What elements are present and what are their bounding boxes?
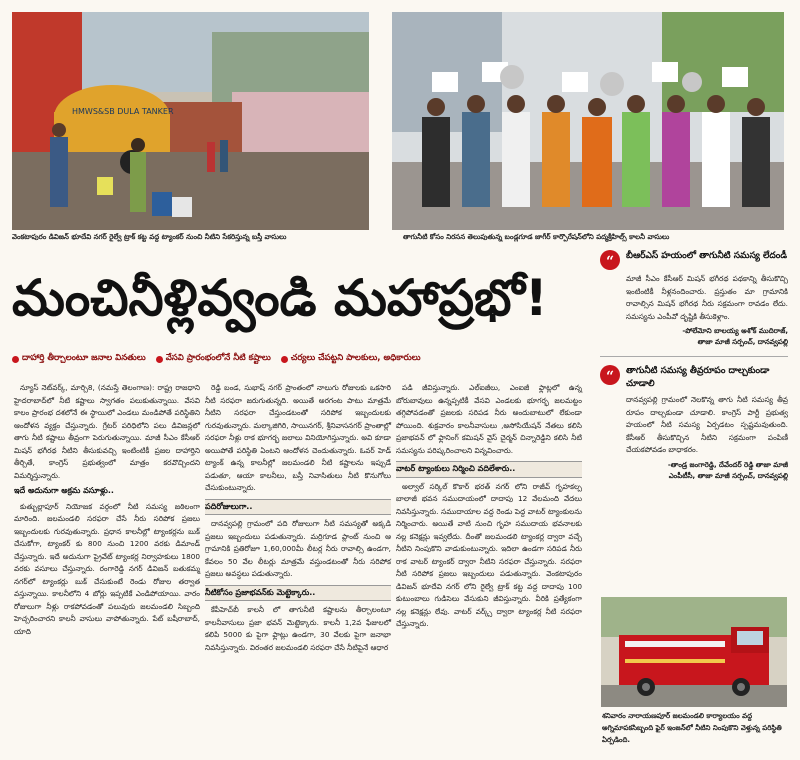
photo-protest-crowd [392,12,784,230]
quote-signature-name: -తాండ్ర జంగారెడ్డి, దేవేందర్ రెడ్డి తాజా మాజీ [667,460,788,469]
photo-caption-bottom: శనివారం నారాయణపూర్ జలమండలి కార్యాలయం వద్ద అగ్నిమాపకసిబ్బంది ఫైర్ ఇంజన్‌లో నీటిని నింపుకొని వెళ్తున్న పరిస్థితి ఏర్పడింది. [602,712,782,744]
strip-item-text: చర్యలు చేపట్టని పాలకులు, అధికారులు [290,353,421,363]
subheadline-strip [12,346,592,372]
quote-title: బీఆర్ఎస్ హయంలో తాగునీటి సమస్య లేదండీ [626,251,788,261]
paragraph: రెడ్డి బండ, సుభాష్ నగర్ ప్రాంతంలో నాలుగు రోజులకు ఒకసారి నీటి సరఫరా జరుగుతున్నది. అయితే అరగంట పాటు మాత్రమే నీటిని సరఫరా చేస్తుండటంతో సరిపోక ఇబ్బందులకు గురవుతున్నారు. మల్కాజిగిరి, సాయినగర్, శ్రీనివాసనగర్ ప్రాంతాల్లో సరఫరా నీళ్లు రాక భూగర్భ జలాలు వినియోగిస్తున్నారు. అవి కూడా అయిపోతే పరిస్థితి ఏంటని ఆందోళన చెందుతున్నారు. ఓవర్ హెడ్ ట్యాంక్ ఉన్న కాలనీల్లో జలమండలి నీటి కష్టాలను ఇప్పుడే పడుతూ, ఆయా కాలనీలు, బస్తీ నివాసితులు నీటి కొనుగోలు చేసుకుంటున్నారు. [205,383,391,492]
bullet-icon [281,356,288,363]
paragraph: దానవ్వపల్లి గ్రామంలో పది రోజులుగా నీటి సమస్యతో అక్కడి ప్రజలు ఇబ్బందులు పడుతున్నారు. మర్రిగూడ ప్లాంట్ నుంచి ఆ గ్రామానికి ప్రతిరోజూ 1,60,000మీ లీటర్ల నీరు రావాల్సి ఉండగా, కేవలం 50 వేల లీటర్లు మాత్రమే వస్తుండటంతో నీరు సరిపోక ప్రజలు అవస్థలు పడుతున్నారు. [205,519,391,578]
article-column-3 [396,382,582,634]
quote-signature-name: -పోలేమోని బాలయ్య అశోక్ ముదిరాజ్, [682,327,788,335]
paragraph: కేపీహెచ్‌బీ కాలనీ లో తాగునీటి కష్టాలను తీర్చాలంటూ కాలనీవాసులు ప్రజా భవన్ మెట్టెక్కారు. కాలనీ 1,2వ ఫేజులలో కలిపి 5000 కు పైగా ఫ్లాట్లు ఉండగా, 30 వేలకు పైగా జనాభా నివసిస్తున్నారు. విరంతర జలమండలి సరఫరా చేసే నీటిపైనే ఆధార [205,605,391,652]
quote-box [600,365,788,482]
headline: మంచినీళ్లివ్వండి మహాప్రభో! [12,269,548,327]
quote-icon: “ [600,365,620,385]
quote-signature-title: తాజా మాజీ సర్పంచ్, దానవ్వపల్లి [697,338,788,346]
photo-water-tanker-street [12,12,369,230]
sidebar-quotes [600,250,788,482]
tanker-label: HMWS&SB DULA TANKER [72,107,174,116]
quote-signature [600,326,788,348]
photo-fire-engine [601,597,787,707]
subheading: ఇదే అదునుగా అక్రమ వసూళ్లు.. [14,486,114,495]
paragraph: కుత్బుల్లాపూర్ నియోజక వర్గంలో నీటి సమస్య జఠిలంగా మారింది. జలమండలి సరఫరా చేసే నీరు సరిపోక ప్రజలు ఇబ్బందులకు గురవుతున్నారు. ప్రధాన కాలనీల్లో ట్యాంకర్లను బుక్ చేసుకోగా, ట్యాంకర్ కు 800 నుంచి 1200 వరకు డిమాండ్ చేస్తున్నారు. ఇదే అదునుగా ప్రైవేట్ ట్యాంకర్ల నిర్వాహకులు 1800 వరకు వసూలు చేస్తున్నారు. రంగారెడ్డి నగర్ డివిజన్ బతుకమ్మ నగర్‌లో ట్యాంకర్లు బుక్ చేసుకుంటే రెండు రోజుల తర్వాత వస్తున్నాయి. కాలనీలోని 4 బోర్లు ఇప్పటికే ఎండిపోయాయి. వారం రోజులుగా నీళ్లు రాకపోవడంతో పలువురు జలమండలి సిబ్బంది హెచ్చరించారని కాలనీ వాసులు వాపోతున్నారు. పేట్ బషీరాబాద్, యాది [14,501,200,636]
strip-item-text: దాహార్తి తీర్చాలంటూ జనాల వినతులు [22,353,146,363]
quote-body: దానవ్వపల్లి గ్రామంలో నెలకొన్న తాగు నీటి సమస్య తీవ్ర రూపం దాల్చకుండా చూడాలి. కాంగ్రెస్ పార్టీ ప్రభుత్వ హయంలో నీటి సమస్య ఏర్పడటం స్పష్టమవుతుంది. కేసీఆర్ తీసుకొచ్చిన నీటిని సక్రమంగా పంపిణీ చేయకపోవడం బాధాకరం. [626,395,788,454]
quote-icon: “ [600,250,620,270]
subheading: పదిరోజులుగా.. [205,499,391,516]
article-column-1 [14,382,200,641]
subheading: వాటర్ ట్యాంకులు నిర్మించి వదిలేశారు.. [396,461,582,478]
bullet-icon [156,356,163,363]
quote-signature [600,460,788,482]
strip-item [281,353,421,365]
divider [600,356,788,357]
photo-caption-right: తాగునీటి కోసం నిరసన తెలుపుతున్న బండ్లగూడ జాగీర్ కార్పొరేషన్‌లోని పద్మశ్రీహిల్స్ కాలనీ వాసులు [403,233,670,241]
quote-signature-title: ఎంపీటీసీ, తాజా మాజీ సర్పంచ్, దానవ్వపల్లి [668,471,788,480]
strip-item [12,353,146,365]
quote-box [600,250,788,348]
article-column-2 [205,382,391,657]
strip-item-text: వేసవి ప్రారంభంలోనే నీటి కష్టాలు [165,353,271,363]
subheading: నీటికోసం ప్రజాభవన్‌కు మెట్టెక్కారు.. [205,585,391,602]
quote-body: మాజీ సీఎం కేసీఆర్ మిషన్ భగీరథ పథకాన్ని తీసుకొచ్చి ఇంటింటికీ నీళ్లనందించారు. ప్రస్తుతం మా గ్రామానికి రావాల్సిన మిషన్ భగీరథ నీరు సక్రమంగా రావడం లేదు. సమస్యను ఎంపీవో దృష్టికి తీసుకెళ్లాం. [626,274,788,321]
quote-title: తాగునీటి సమస్య తీవ్రరూపం దాల్చకుండా చూడాలి [626,366,770,389]
strip-item [156,353,271,365]
bullet-icon [12,356,19,363]
paragraph: న్యూస్ నెట్‌వర్క్, మార్చి8, (నమస్తే తెలంగాణ): రాష్ట్ర రాజధాని హైదరాబాద్‌లో నీటి కష్టాలు స్వాగతం పలుకుతున్నాయి. వేసవి కాలం ప్రారంభ దశలోనే ఈ స్థాయిలో ఎండలు మండిపోతే పరిస్థితిని ఆందోళన వ్యక్తం చేస్తున్నారు. గ్రేటర్ పరిధిలోని పలు డివిజన్లలో తాగు నీటి కష్టాలు తీవ్రంగా పెరుగుతున్నాయి. మాజీ సీఎం కేసీఆర్ మిషన్ భగీరథ నీటిని తీసుకువచ్చి ఇంటింటికీ ప్రజల దాహార్తిని తీర్చితే, కాంగ్రెస్ ప్రభుత్వంలో మాత్రం కరవొచ్చిందని విమర్శిస్తున్నారు. [14,383,200,480]
photo-caption-left: వెంకటాపురం డివిజన్ భూదేవి నగర్ రైల్వే ట్రాక్ కట్ట వద్ద ట్యాంకర్ నుంచి నీటిని సేకరిస్తున్న బస్తీ వాసులు [12,233,287,241]
paragraph: పడి జీవిస్తున్నారు. ఎల్ఐజీలు, ఎంఐజీ ఫ్లాట్లలో ఉన్న బోరుబావులు ఉన్నప్పటికీ వేసవి ఎండలకు భూగర్భ జలమట్టం తగ్గిపోవడంతో ప్రజలకు సరిపడ నీరు అందుబాటులో లేకుండా పోయింది. శుక్రవారం కాలనీవాసులు ,అసోసియేషన్ నేతలు కలిసి ప్రజాభవన్ లో ఫ్లానింగ్ కమిషన్ వైస్ చైర్మన్ చిన్నారెడ్డిని కలిసి నీటి సమస్యను పరిష్కరించాలని విన్నవించారు. [396,383,582,455]
paragraph: అల్వాల్ సర్కిల్ కొకార్ భరత్ నగర్ లోని రాజీవ్ గృహకల్ప బాలాజీ భవన సముదాయంలో దాదాపు 12 వేలమంది వేదలు నివసిస్తున్నారు. సముదాయాల వద్ద రెండు పెద్ద వాటర్ ట్యాంకులను నిర్మించారు. అయితే వాటి నుంచి గృహ సముదాయ భవనాలకు నల్ల కనెక్షన్లు ఇవ్వలేదు. దీంతో జలమండలి ట్యాంకర్ల ద్వారా వచ్చే నీటిని నింపుకొని వాడుకుంటున్నారు. ఇదిలా ఉండగా సరిపడ నీరు రాక వాటర్ ట్యాంకర్ ద్వారా నీటిని సరఫరా చేస్తున్నారు. సరఫరా నీటి సరిపోక ప్రజలు ఇబ్బందులు పడుతున్నారు. వెంకటాపురం డివిజన్ భూదేవి నగర్ లోని రైల్వే ట్రాక్ కట్ట వద్ద దాదాపు 100 కుటుంబాలు గుడిసెలు వేసుకుని జీవిస్తున్నారు. వీరికి ప్రత్యేకంగా నల్ల కనెక్షన్లు లేవు. వాటర్ వర్క్స్ ద్వారా ట్యాంకర్ల నీటి సరఫరా చేస్తున్నారు. [396,481,582,628]
